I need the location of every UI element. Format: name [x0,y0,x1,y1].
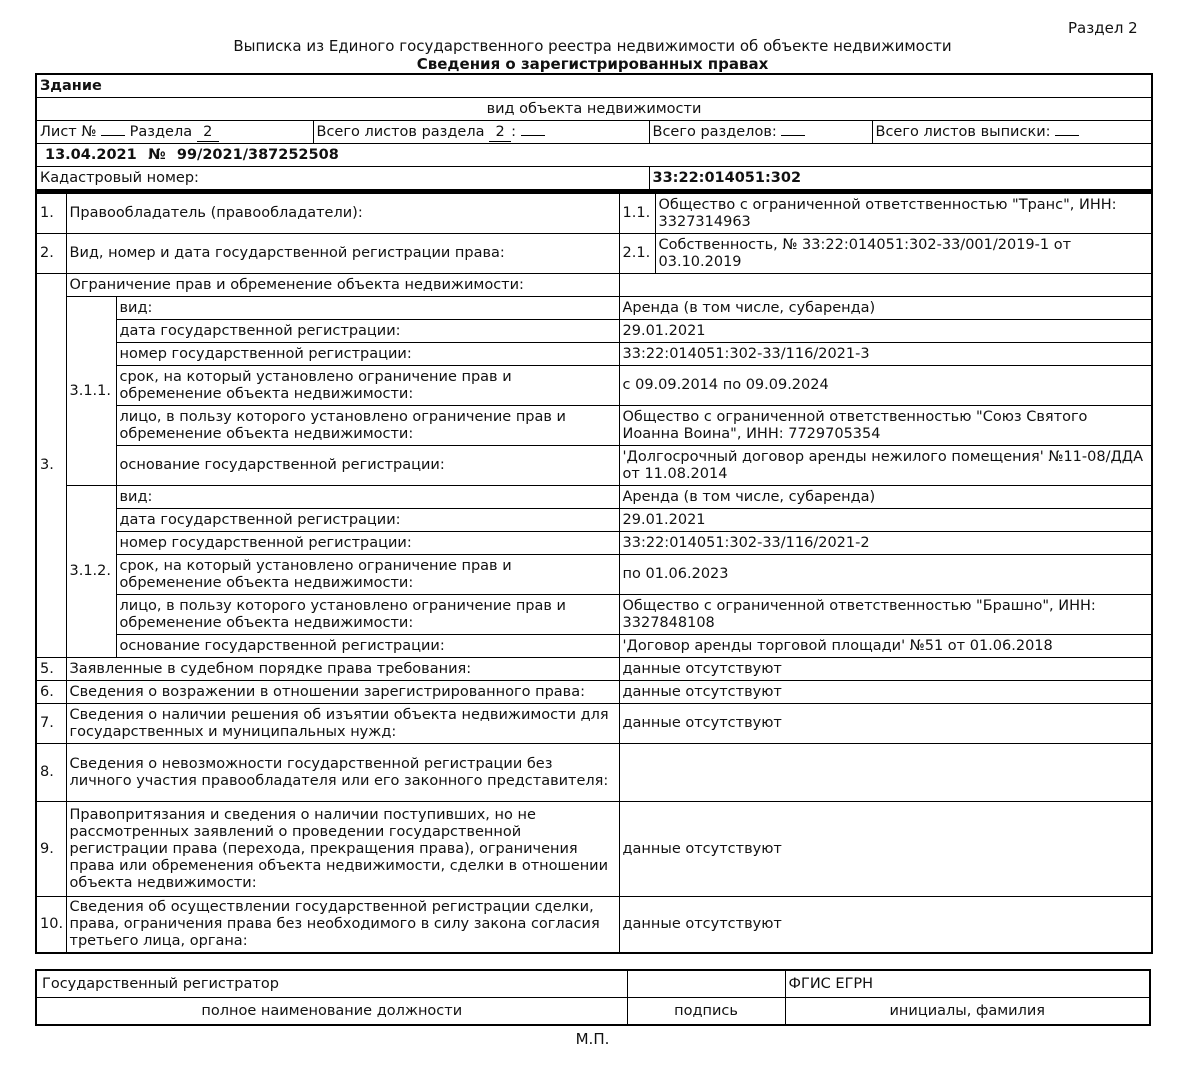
row-3-number: 3. [36,274,66,658]
registrar-signature [627,970,785,998]
encumbrance-1-term: с 09.09.2014 по 09.09.2024 [619,366,1152,406]
row-8-label: Сведения о невозможности государственной регистрации без личного участия правообладателя или его законного представителя: [66,744,619,802]
encumbrance-2-date: 29.01.2021 [619,509,1152,532]
encumbrance-1-basis-label: основание государственной регистрации: [116,446,619,486]
row-6-value: данные отсутствуют [619,681,1152,704]
object-type-caption: вид объекта недвижимости [36,98,1152,121]
name-caption: инициалы, фамилия [785,998,1150,1026]
row-2-label: Вид, номер и дата государственной регистрации права: [66,234,619,274]
encumbrance-1-person-label: лицо, в пользу которого установлено ограничение прав и обременение объекта недвижимости: [116,406,619,446]
encumbrance-2-person: Общество с ограниченной ответственностью "Брашно", ИНН: 3327848108 [619,595,1152,635]
row-5-label: Заявленные в судебном порядке права требования: [66,658,619,681]
row-10-value: данные отсутствуют [619,897,1152,953]
stamp-place: М.П. [575,1030,610,1048]
row-2-sub-number: 2.1. [619,234,655,274]
signature-caption: подпись [627,998,785,1026]
encumbrance-2-regnum-label: номер государственной регистрации: [116,532,619,555]
position-caption: полное наименование должности [36,998,627,1026]
sheet-label: Лист № [40,123,97,140]
encumbrance-2-date-label: дата государственной регистрации: [116,509,619,532]
total-sheets-section-cell: Всего листов раздела 2 : [313,121,649,144]
row-1-label: Правообладатель (правообладатели): [66,193,619,234]
encumbrance-1-date: 29.01.2021 [619,320,1152,343]
total-sheets-section-value: 2 [489,124,511,142]
encumbrance-2-basis: 'Договор аренды торговой площади' №51 от 01.06.2018 [619,635,1152,658]
registrar-position: Государственный регистратор [36,970,627,998]
row-10-number: 10. [36,897,66,953]
row-5-value: данные отсутствуют [619,658,1152,681]
row-8-value [619,744,1152,802]
total-sheets-section-label: Всего листов раздела [316,123,485,140]
number-sign: № [148,146,166,163]
encumbrance-1-regnum: 33:22:014051:302-33/116/2021-3 [619,343,1152,366]
section-value: 2 [197,124,219,142]
rights-table [35,191,1153,954]
encumbrance-2-number: 3.1.2. [66,486,116,658]
row-3-label: Ограничение прав и обременение объекта недвижимости: [66,274,619,297]
row-10-label: Сведения об осуществлении государственной регистрации сделки, права, ограничения права без необходимого в силу закона согласия третьего лица, органа: [66,897,619,953]
section-word: Раздела [129,123,193,140]
encumbrance-2-person-label: лицо, в пользу которого установлено ограничение прав и обременение объекта недвижимости: [116,595,619,635]
row-6-label: Сведения о возражении в отношении зарегистрированного права: [66,681,619,704]
sheet-number-cell [36,121,313,144]
row-1-value: Общество с ограниченной ответственностью "Транс", ИНН: 3327314963 [655,193,1152,234]
total-sections-cell [649,121,872,144]
encumbrance-1-number: 3.1.1. [66,297,116,486]
row-9-value: данные отсутствуют [619,802,1152,897]
row-6-number: 6. [36,681,66,704]
total-sheets-extract-label: Всего листов выписки: [875,124,1051,140]
object-info-table [35,73,1153,191]
row-7-number: 7. [36,704,66,744]
row-9-label: Правопритязания и сведения о наличии поступивших, но не рассмотренных заявлений о проведении государственной регистрации права (перехода, прекращения права), ограничения права или обременения объекта недвижимости, сделки в отношении объекта недвижимости: [66,802,619,897]
encumbrance-1-regnum-label: номер государственной регистрации: [116,343,619,366]
extract-number: 99/2021/387252508 [176,146,339,163]
row-3-value-empty [619,274,1152,297]
row-7-label: Сведения о наличии решения об изъятии объекта недвижимости для государственных и муниципальных нужд: [66,704,619,744]
row-7-value: данные отсутствуют [619,704,1152,744]
encumbrance-1-date-label: дата государственной регистрации: [116,320,619,343]
row-1-sub-number: 1.1. [619,193,655,234]
encumbrance-2-regnum: 33:22:014051:302-33/116/2021-2 [619,532,1152,555]
row-8-number: 8. [36,744,66,802]
total-sections-label: Всего разделов: [652,124,777,140]
section-label: Раздел 2 [1068,19,1138,37]
total-sheets-extract-cell [872,121,1152,144]
object-type: Здание [36,74,1152,98]
encumbrance-1-term-label: срок, на который установлено ограничение прав и обременение объекта недвижимости: [116,366,619,406]
row-5-number: 5. [36,658,66,681]
extract-date: 13.04.2021 [45,146,137,163]
encumbrance-1-kind: Аренда (в том числе, субаренда) [619,297,1152,320]
document-subtitle: Сведения о зарегистрированных правах [416,55,769,73]
document-title: Выписка из Единого государственного реестра недвижимости об объекте недвижимости [233,37,952,55]
cadastral-label: Кадастровый номер: [36,167,649,191]
encumbrance-2-kind-label: вид: [116,486,619,509]
row-9-number: 9. [36,802,66,897]
cadastral-value: 33:22:014051:302 [649,167,1152,191]
encumbrance-1-kind-label: вид: [116,297,619,320]
extract-date-number [36,144,1152,167]
encumbrance-2-term: по 01.06.2023 [619,555,1152,595]
encumbrance-1-person: Общество с ограниченной ответственностью "Союз Святого Иоанна Воина", ИНН: 7729705354 [619,406,1152,446]
encumbrance-2-kind: Аренда (в том числе, субаренда) [619,486,1152,509]
row-2-number: 2. [36,234,66,274]
row-2-value: Собственность, № 33:22:014051:302-33/001/2019-1 от 03.10.2019 [655,234,1152,274]
registrar-name: ФГИС ЕГРН [785,970,1150,998]
row-1-number: 1. [36,193,66,234]
encumbrance-2-term-label: срок, на который установлено ограничение прав и обременение объекта недвижимости: [116,555,619,595]
signature-table [35,969,1151,1026]
encumbrance-1-basis: 'Долгосрочный договор аренды нежилого помещения' №11-08/ДДА от 11.08.2014 [619,446,1152,486]
encumbrance-2-basis-label: основание государственной регистрации: [116,635,619,658]
